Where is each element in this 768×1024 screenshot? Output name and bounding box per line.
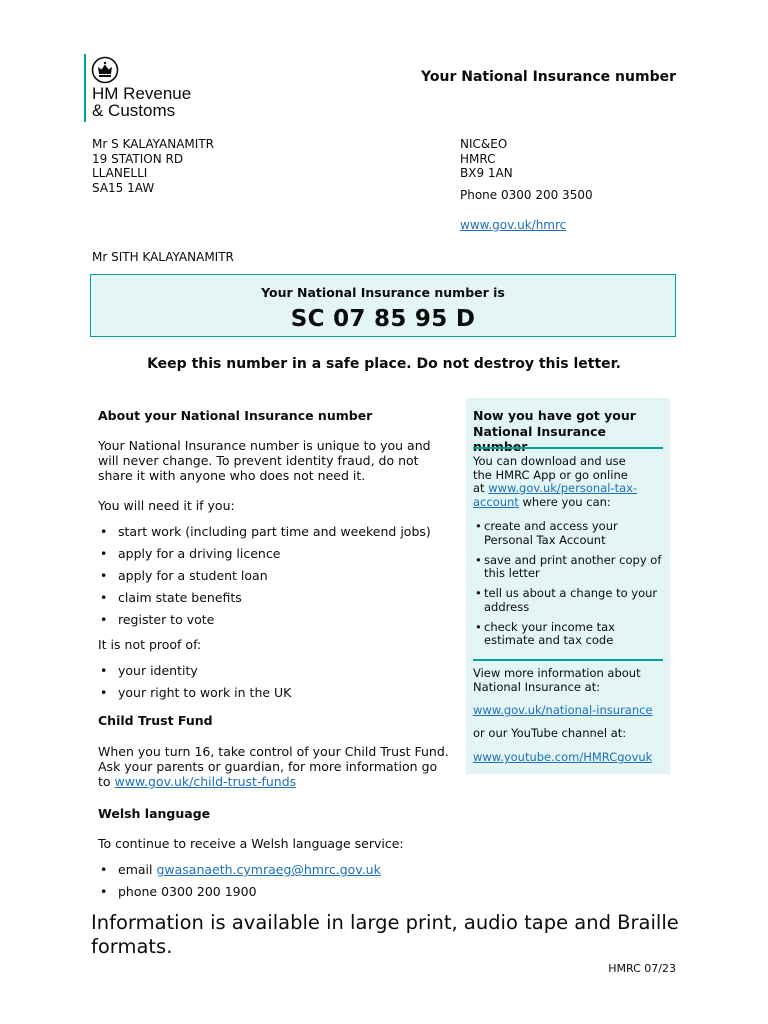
large-print-line: formats. (91, 935, 173, 958)
large-print-line: Information is available in large print, audio tape and Braille (91, 911, 679, 934)
list-item: • apply for a student loan (100, 568, 268, 583)
sidebar-panel (466, 398, 670, 774)
sidebar-more-info: View more information about National Insurance at: (473, 666, 641, 694)
youtube-intro: or our YouTube channel at: (473, 726, 627, 740)
welsh-contact-list (98, 862, 453, 906)
about-heading: About your National Insurance number (98, 408, 373, 423)
list-item: • apply for a driving licence (100, 546, 281, 561)
list-item: • create and access your Personal Tax Account (475, 519, 618, 547)
list-item: • register to vote (100, 612, 215, 627)
department-line-2: & Customs (92, 101, 176, 120)
royal-crest-icon (91, 56, 119, 84)
sidebar-divider (473, 659, 663, 661)
list-item: • your identity (100, 663, 198, 678)
personal-tax-account-link[interactable]: www.gov.uk/personal-tax- (488, 481, 638, 495)
logo-accent-bar (84, 54, 86, 122)
about-body (98, 438, 453, 483)
about-body-line: will never change. To prevent identity fraud, do not (98, 453, 419, 468)
ni-number-box (90, 274, 676, 337)
list-item: • claim state benefits (100, 590, 242, 605)
sender-address (460, 137, 513, 181)
youtube-link[interactable]: www.youtube.com/HMRCgovuk (473, 750, 653, 764)
department-name (92, 85, 191, 119)
list-item: • phone 0300 200 1900 (100, 884, 257, 899)
large-print-notice (91, 911, 691, 959)
sidebar-heading-line: National Insurance (473, 423, 606, 439)
child-trust-fund-body (98, 744, 468, 789)
list-item: • tell us about a change to your address (475, 586, 658, 614)
sidebar-heading-line: Now you have got your (473, 408, 636, 423)
address-line: LLANELLI (92, 166, 148, 180)
child-trust-funds-link[interactable]: www.gov.uk/child-trust-funds (114, 774, 297, 789)
sidebar-divider (473, 447, 663, 449)
ni-number-value: SC 07 85 95 D (290, 306, 476, 332)
list-item: • start work (including part time and weekend jobs) (100, 524, 431, 539)
address-line: NIC&EO (460, 137, 508, 151)
address-line: BX9 1AN (460, 166, 513, 180)
about-body-line: share it with anyone who does not need it. (98, 468, 366, 483)
recipient-name: Mr SITH KALAYANAMITR (92, 250, 234, 264)
not-proof-list (98, 663, 453, 707)
address-line: 19 STATION RD (92, 151, 184, 166)
document-title: Your National Insurance number (421, 69, 676, 85)
list-item: • email gwasanaeth.cymraeg@hmrc.gov.uk (100, 862, 381, 877)
sidebar-list (473, 520, 663, 654)
personal-tax-account-link-cont[interactable]: account (473, 494, 519, 509)
ctf-line: to www.gov.uk/child-trust-funds (98, 774, 297, 789)
list-item: • save and print another copy of this letter (475, 552, 662, 580)
address-line: HMRC (460, 151, 496, 166)
form-reference: HMRC 07/23 (608, 962, 676, 975)
department-line-1: HM Revenue (92, 84, 192, 103)
list-item: • check your income tax estimate and tax code (475, 619, 615, 647)
welsh-intro: To continue to receive a Welsh language service: (98, 836, 404, 851)
about-body-line: Your National Insurance number is unique to you and (98, 438, 431, 453)
address-line: SA15 1AW (92, 180, 155, 195)
need-list (98, 524, 453, 634)
keep-safe-notice: Keep this number in a safe place. Do not destroy this letter. (147, 356, 621, 372)
welsh-email-link[interactable]: gwasanaeth.cymraeg@hmrc.gov.uk (156, 862, 381, 877)
child-trust-fund-heading: Child Trust Fund (98, 713, 213, 728)
recipient-address (92, 137, 214, 195)
need-intro: You will need it if you: (98, 498, 235, 513)
list-item: • your right to work in the UK (100, 685, 292, 700)
ctf-line: When you turn 16, take control of your Child Trust Fund. (98, 744, 449, 759)
not-proof-intro: It is not proof of: (98, 637, 202, 652)
national-insurance-link[interactable]: www.gov.uk/national-insurance (473, 703, 653, 717)
ni-number-label: Your National Insurance number is (261, 285, 505, 300)
welsh-heading: Welsh language (98, 806, 211, 821)
address-line: Mr S KALAYANAMITR (92, 137, 214, 151)
sender-phone: Phone 0300 200 3500 (460, 188, 593, 202)
hmrc-website-link[interactable]: www.gov.uk/hmrc (460, 218, 567, 232)
sidebar-intro: You can download and use the HMRC App or go online at www.gov.uk/personal-tax- account where you can: (473, 454, 638, 509)
ctf-line: Ask your parents or guardian, for more information go (98, 759, 438, 774)
